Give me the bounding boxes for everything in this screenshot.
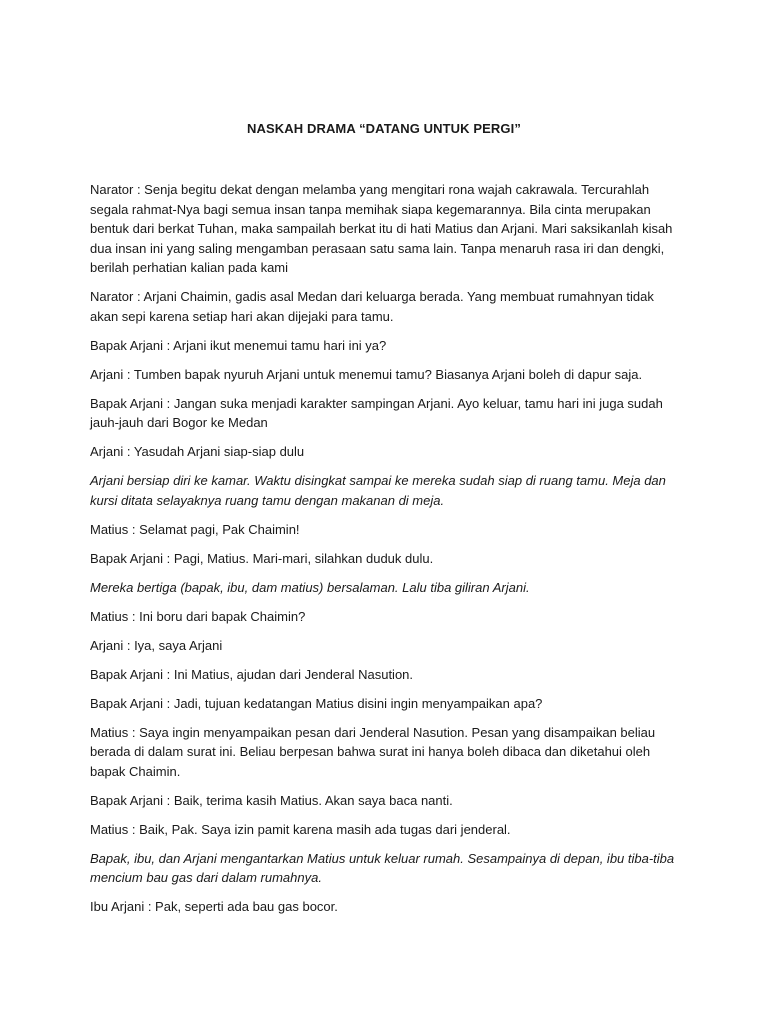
dialogue-line: Bapak Arjani : Jangan suka menjadi karakter sampingan Arjani. Ayo keluar, tamu hari ini juga sudah jauh-jauh dari Bogor ke Medan	[90, 395, 663, 430]
dialogue-line: Matius : Baik, Pak. Saya izin pamit karena masih ada tugas dari jenderal.	[90, 821, 511, 837]
stage-direction: Bapak, ibu, dan Arjani mengantarkan Matius untuk keluar rumah. Sesampainya di depan, ibu tiba-tiba mencium bau gas dari dalam rumahnya.	[90, 850, 675, 885]
stage-direction: Arjani bersiap diri ke kamar. Waktu disingkat sampai ke mereka sudah siap di ruang tamu. Meja dan kursi ditata selayaknya ruang tamu dengan makanan di meja.	[90, 473, 666, 508]
dialogue-line: Ibu Arjani : Pak, seperti ada bau gas bocor.	[90, 899, 338, 914]
dialogue-line: Bapak Arjani : Baik, terima kasih Matius. Akan saya baca nanti.	[90, 792, 453, 808]
dialogue-line: Matius : Selamat pagi, Pak Chaimin!	[90, 521, 300, 537]
document-title: NASKAH DRAMA “DATANG UNTUK PERGI”	[247, 121, 521, 136]
stage-direction: Mereka bertiga (bapak, ibu, dam matius) bersalaman. Lalu tiba giliran Arjani.	[90, 579, 530, 595]
dialogue-line: Bapak Arjani : Jadi, tujuan kedatangan Matius disini ingin menyampaikan apa?	[90, 695, 543, 711]
dialogue-line: Bapak Arjani : Arjani ikut menemui tamu hari ini ya?	[90, 337, 387, 353]
dialogue-narrator-2: Narator : Arjani Chaimin, gadis asal Medan dari keluarga berada. Yang membuat rumahnyan tidak akan sepi karena setiap hari akan dijejaki para tamu.	[90, 289, 654, 324]
dialogue-line: Arjani : Iya, saya Arjani	[90, 637, 223, 653]
dialogue-line: Arjani : Tumben bapak nyuruh Arjani untuk menemui tamu? Biasanya Arjani boleh di dapur saja.	[90, 366, 643, 382]
dialogue-line: Matius : Ini boru dari bapak Chaimin?	[90, 608, 306, 624]
dialogue-line: Bapak Arjani : Pagi, Matius. Mari-mari, silahkan duduk dulu.	[90, 550, 434, 566]
dialogue-line: Matius : Saya ingin menyampaikan pesan dari Jenderal Nasution. Pesan yang disampaikan beliau berada di dalam surat ini. Beliau berpesan bahwa surat ini hanya boleh dibaca dan diketahui oleh bapak Chaimin.	[90, 724, 656, 779]
dialogue-line: Arjani : Yasudah Arjani siap-siap dulu	[90, 444, 305, 459]
dialogue-narrator-1: Narator : Senja begitu dekat dengan melamba yang mengitari rona wajah cakrawala. Tercurahlah segala rahmat-Nya bagi semua insan tanpa memihak siapa kegemarannya. Bila cinta merupakan bentuk dari berkat Tuhan, maka sampailah berkat itu di hati Matius dan Arjani. Mari saksikanlah kisah dua insan ini yang saling mengamban perasaan satu sama lain. Tanpa menaruh rasa iri dan dengki, berilah perhatian kalian pada kami	[90, 182, 673, 275]
dialogue-line: Bapak Arjani : Ini Matius, ajudan dari Jenderal Nasution.	[90, 666, 414, 682]
document-body	[90, 180, 682, 926]
